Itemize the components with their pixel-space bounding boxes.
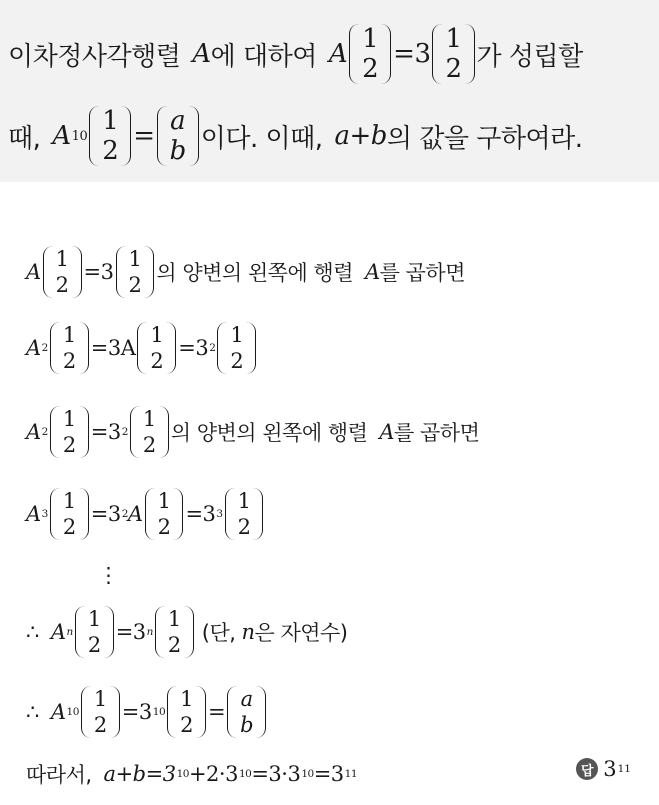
column-vector: 1 2 <box>155 606 194 658</box>
column-vector: a b <box>227 686 266 738</box>
matrix-symbol: A <box>379 420 395 444</box>
matrix-symbol: A <box>365 260 380 284</box>
equation-part: =3·3 <box>251 762 301 786</box>
matrix-symbol: A <box>328 39 348 69</box>
column-vector: 1 2 <box>167 686 206 738</box>
column-vector: 1 2 <box>145 488 184 540</box>
equation-part: a+b <box>334 121 387 151</box>
exponent: 2 <box>121 426 128 438</box>
solution-line-6 <box>26 600 348 664</box>
solution-text: 의 양변의 왼쪽에 행렬 <box>170 421 368 445</box>
problem-text: 때, <box>8 123 41 154</box>
problem-line-2 <box>8 100 583 172</box>
problem-text: 에 대하여 <box>210 41 317 72</box>
equation-part: =3 <box>313 762 344 786</box>
matrix-symbol: A <box>50 620 66 644</box>
column-vector: 1 2 <box>217 322 256 374</box>
column-vector: 1 2 <box>75 606 114 658</box>
solution-line-1 <box>26 240 465 304</box>
problem-text: 이차정사각행렬 <box>8 41 181 72</box>
answer-exponent: 11 <box>617 763 631 775</box>
exponent: 10 <box>176 768 189 780</box>
exponent: n <box>66 626 73 638</box>
matrix-symbol: A <box>52 121 71 151</box>
exponent: n <box>146 626 153 638</box>
solution-note: 은 자연수) <box>254 621 348 645</box>
problem-text: 의 값을 구하여라. <box>386 123 583 154</box>
exponent: 3 <box>41 508 48 520</box>
column-vector: 1 2 <box>50 322 89 374</box>
equation-part: =3 <box>185 502 216 526</box>
exponent: 2 <box>121 508 128 520</box>
column-vector: 1 2 <box>225 488 264 540</box>
equation-part: = <box>208 700 226 724</box>
matrix-symbol: A <box>26 502 41 526</box>
equation-part: =3 <box>90 420 121 444</box>
column-vector: 1 2 <box>50 406 89 458</box>
vertical-ellipsis: ⋮ <box>98 563 119 587</box>
column-vector: 1 2 <box>137 322 176 374</box>
solution-line-4 <box>26 482 265 546</box>
exponent: 10 <box>301 768 314 780</box>
exponent: 2 <box>41 342 48 354</box>
equation-part: +2·3 <box>188 762 238 786</box>
equation-part: =3A <box>90 336 136 360</box>
solution-text: 따라서, <box>26 763 92 787</box>
column-vector: 1 2 <box>130 406 169 458</box>
matrix-symbol: A <box>127 502 143 526</box>
problem-text: 이다. 이때, <box>200 123 323 154</box>
equation-part: =3 <box>393 39 431 69</box>
column-vector: 1 2 <box>81 686 120 738</box>
matrix-symbol: A <box>26 260 41 284</box>
equation-part: =3 <box>115 620 146 644</box>
column-vector: 1 2 <box>432 24 474 84</box>
solution-note: (단, <box>201 621 236 645</box>
answer-value: 3 <box>603 757 617 781</box>
column-vector: 1 2 <box>349 24 391 84</box>
solution-line-3 <box>26 400 479 464</box>
solution-line-8 <box>26 758 357 790</box>
problem-box <box>0 0 659 182</box>
equation-part: a+b=3 <box>103 762 176 786</box>
exponent: 11 <box>344 768 358 780</box>
exponent: 3 <box>216 508 223 520</box>
exponent: 2 <box>41 426 48 438</box>
equation-part: =3 <box>121 700 152 724</box>
solution-text: 를 곱하면 <box>394 421 480 445</box>
solution-text: 의 양변의 왼쪽에 행렬 <box>156 261 353 285</box>
column-vector: 1 2 <box>116 246 155 298</box>
exponent: 10 <box>71 128 88 144</box>
exponent: 10 <box>152 706 166 718</box>
matrix-symbol: A <box>26 420 41 444</box>
equation-part: =3 <box>178 336 209 360</box>
matrix-symbol: A <box>192 39 211 69</box>
problem-text: 가 성립할 <box>476 41 583 72</box>
equation-part: =3 <box>83 260 114 284</box>
exponent: 10 <box>66 706 79 718</box>
matrix-symbol: A <box>26 336 41 360</box>
equation-part: =3 <box>90 502 121 526</box>
therefore-symbol: ∴ <box>26 700 39 724</box>
column-vector: 1 2 <box>43 246 82 298</box>
column-vector: 1 2 <box>89 106 131 166</box>
problem-line-1 <box>8 18 583 90</box>
exponent: 10 <box>238 768 252 780</box>
solution-line-2 <box>26 316 258 380</box>
column-vector: a b <box>157 106 199 166</box>
column-vector: 1 2 <box>50 488 89 540</box>
solution-text: 를 곱하면 <box>379 261 465 285</box>
matrix-symbol: A <box>50 700 66 724</box>
therefore-symbol: ∴ <box>26 620 39 644</box>
exponent: 2 <box>209 342 216 354</box>
answer-badge: 답 <box>576 758 598 780</box>
solution-line-7 <box>26 680 268 744</box>
answer <box>576 757 631 781</box>
variable: n <box>241 620 255 644</box>
equation-part: = <box>133 121 155 151</box>
